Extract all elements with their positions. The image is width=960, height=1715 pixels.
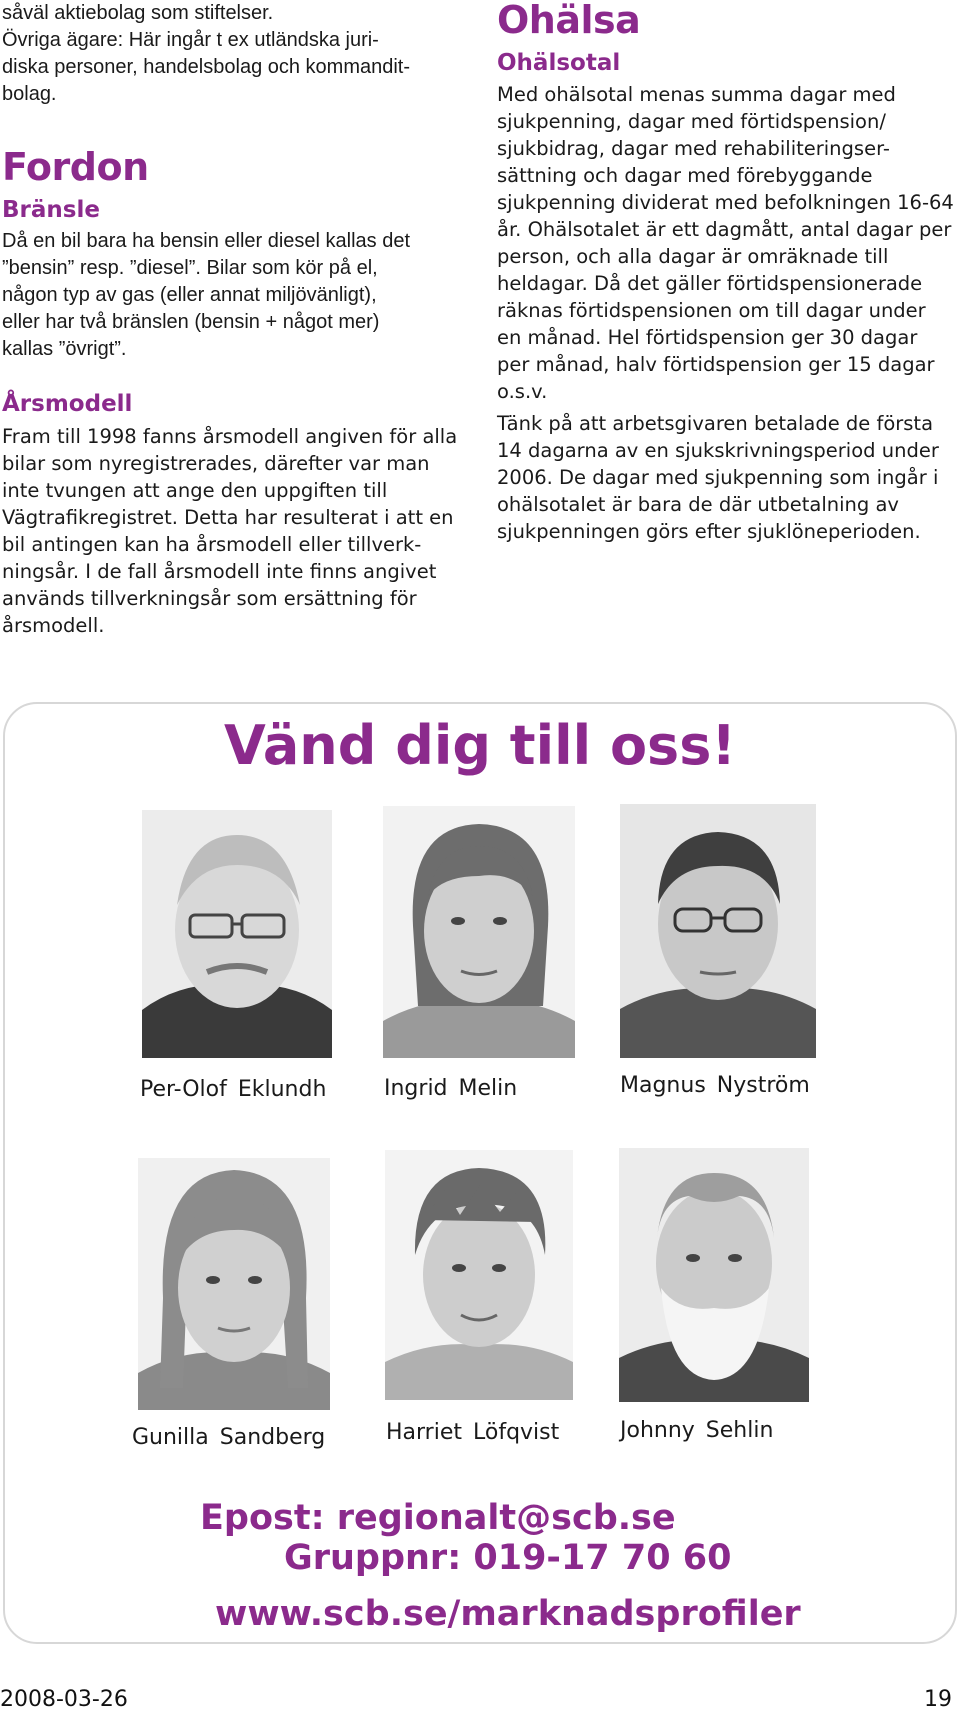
text-line: inte tvungen att ange den uppgiften till [2,479,388,502]
text-line: kallas ”övrigt”. [2,338,127,360]
text-line: såväl aktiebolag som stiftelser. [2,2,274,24]
text-line: Med ohälsotal menas summa dagar med [497,83,896,106]
portrait-icon [620,804,816,1058]
text-line: år. Ohälsotalet är ett dagmått, antal dagar per [497,218,952,241]
text-line: Övriga ägare: Här ingår t ex utländska juri- [2,29,379,51]
text-line: o.s.v. [497,380,548,403]
photo-gunilla-sandberg [138,1158,330,1410]
page-number: 19 [924,1687,952,1712]
portrait-icon [138,1158,330,1410]
portrait-icon [142,810,332,1058]
heading-bransle: Bränsle [2,197,100,223]
contact-box-title: Vänd dig till oss! [224,714,736,777]
website-link[interactable]: www.scb.se/marknadsprofiler [215,1594,801,1634]
text-line: sjukbidrag, dagar med rehabiliteringser- [497,137,890,160]
text-line: ohälsotalet är bara de där utbetalning av [497,493,899,516]
intro-paragraph [2,0,410,108]
person-name: Per-Olof Eklundh [140,1077,327,1102]
photo-harriet-lofqvist [385,1150,573,1400]
text-line: Då en bil bara ha bensin eller diesel kallas det [2,230,411,252]
group-phone-number: Gruppnr: 019-17 70 60 [284,1538,732,1578]
arsmodell-paragraph [2,423,457,639]
text-line: Fram till 1998 fanns årsmodell angiven för alla [2,425,458,448]
photo-johnny-sehlin [619,1148,809,1402]
heading-ohalsa: Ohälsa [497,0,641,42]
text-line: bilar som nyregistrerades, därefter var man [2,452,430,475]
portrait-icon [383,806,575,1058]
heading-ohalsotal: Ohälsotal [497,50,621,76]
text-line: bil antingen kan ha årsmodell eller tillverk- [2,533,422,556]
text-line: sjukpenning, dagar med förtidspension/ [497,110,886,133]
text-line: räknas förtidspensionen om till dagar under [497,299,926,322]
person-name: Johnny Sehlin [620,1418,774,1443]
person-name: Harriet Löfqvist [386,1420,560,1445]
text-line: diska personer, handelsbolag och kommandit- [2,56,411,78]
text-line: ”bensin” resp. ”diesel”. Bilar som kör på el, [2,257,378,279]
person-name: Magnus Nyström [620,1073,810,1098]
text-line: eller har två bränslen (bensin + något mer) [2,311,380,333]
person-name: Ingrid Melin [384,1076,518,1101]
text-line: en månad. Hel förtidspension ger 30 dagar [497,326,918,349]
person-name: Gunilla Sandberg [132,1425,326,1450]
footer-date: 2008-03-26 [0,1687,128,1712]
heading-arsmodell: Årsmodell [2,391,133,417]
portrait-icon [619,1148,809,1402]
text-line: sjukpenningen görs efter sjuklöneperioden. [497,520,921,543]
email-contact[interactable]: Epost: regionalt@scb.se [200,1498,676,1538]
text-line: årsmodell. [2,614,105,637]
photo-magnus-nystrom [620,804,816,1058]
text-line: per månad, halv förtidspension ger 15 dagar [497,353,935,376]
ohalsotal-paragraph [497,81,954,405]
text-line: Tänk på att arbetsgivaren betalade de första [497,412,934,435]
text-line: person, och alla dagar är omräknade till [497,245,889,268]
bransle-paragraph [2,228,410,363]
text-line: 2006. De dagar med sjukpenning som ingår i [497,466,939,489]
text-line: 14 dagarna av en sjukskrivningsperiod under [497,439,939,462]
employer-paragraph [497,410,939,545]
portrait-icon [385,1150,573,1400]
text-line: bolag. [2,83,57,105]
text-line: ningsår. I de fall årsmodell inte finns angivet [2,560,437,583]
heading-fordon: Fordon [2,145,149,189]
text-line: sjukpenning dividerat med befolkningen 16-64 [497,191,954,214]
text-line: någon typ av gas (eller annat miljövänligt), [2,284,377,306]
text-line: heldagar. Då det gäller förtidspensionerade [497,272,923,295]
photo-per-olof-eklundh [142,810,332,1058]
text-line: sättning och dagar med förebyggande [497,164,873,187]
photo-ingrid-melin [383,806,575,1058]
text-line: Vägtrafikregistret. Detta har resulterat i att en [2,506,454,529]
text-line: används tillverkningsår som ersättning för [2,587,417,610]
